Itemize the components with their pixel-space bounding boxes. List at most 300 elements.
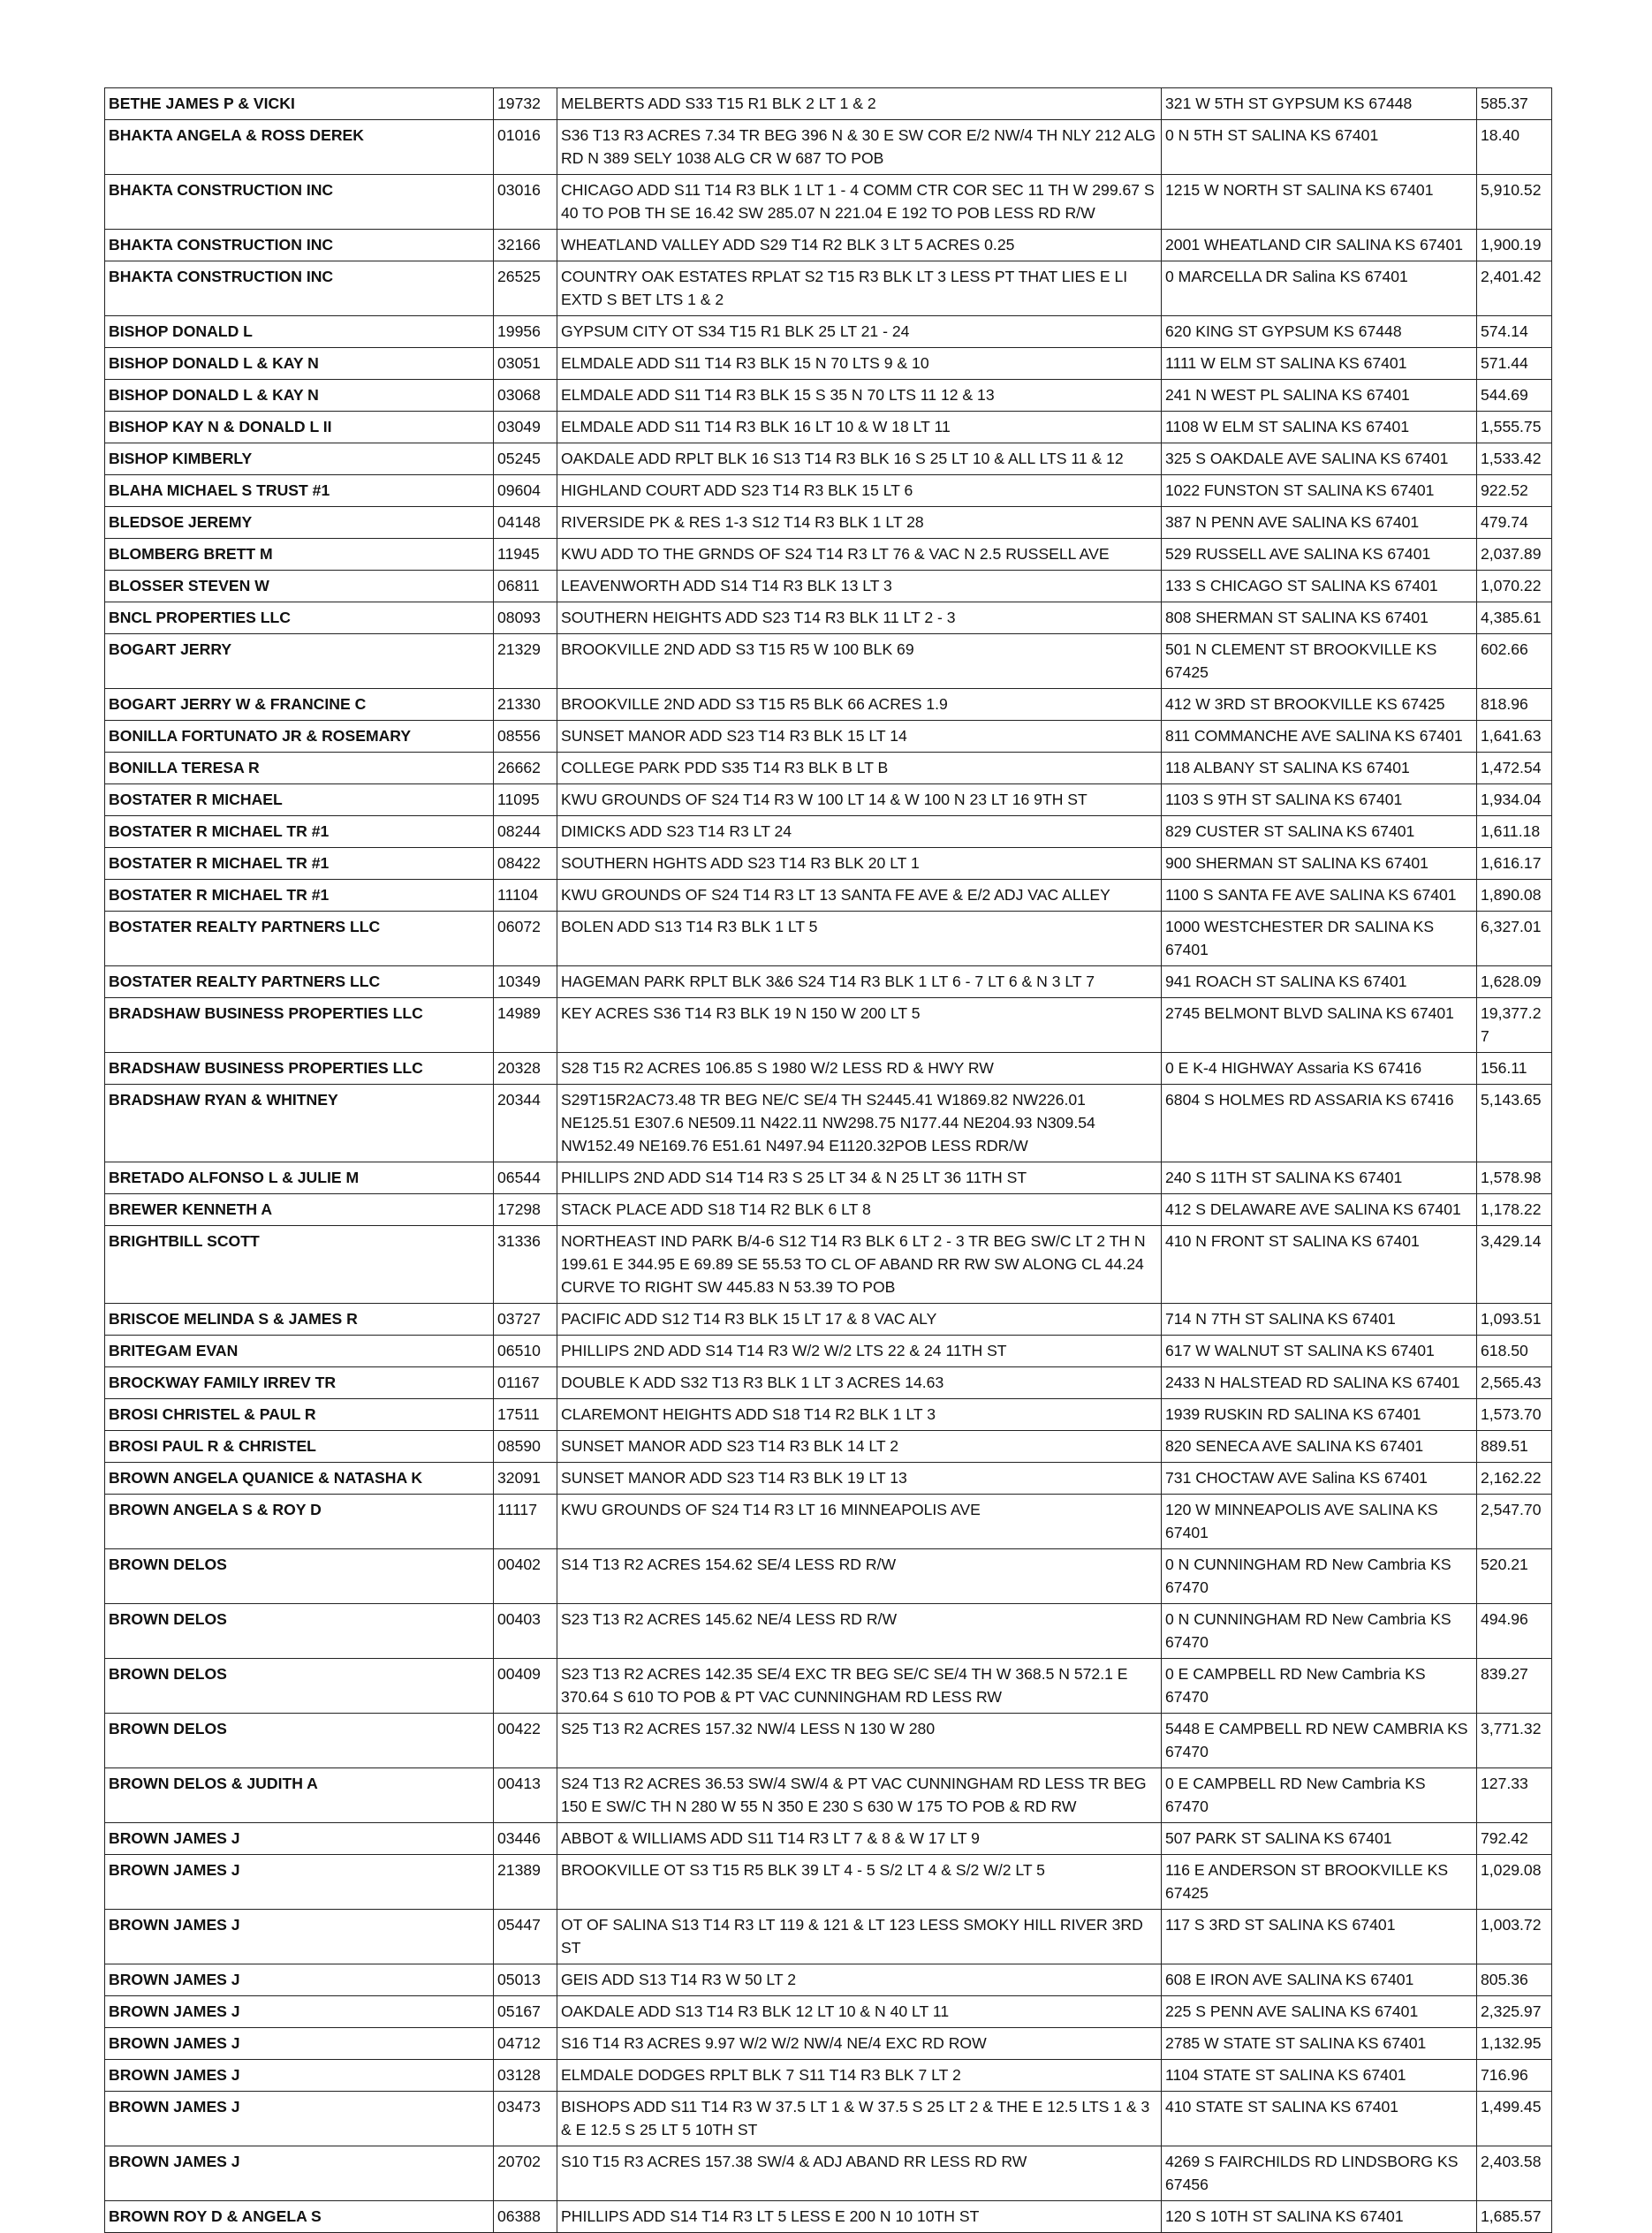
table-row — [105, 2028, 1552, 2060]
owner-name-cell: BOSTATER REALTY PARTNERS LLC — [105, 912, 494, 966]
parcel-id-cell: 32091 — [494, 1463, 557, 1495]
parcel-id-cell: 05167 — [494, 1996, 557, 2028]
amount-cell: 1,611.18 — [1477, 816, 1552, 848]
owner-name-cell: BRETADO ALFONSO L & JULIE M — [105, 1162, 494, 1194]
owner-name-cell: BROWN DELOS — [105, 1604, 494, 1659]
amount-cell: 2,037.89 — [1477, 539, 1552, 571]
property-address-cell: 240 S 11TH ST SALINA KS 67401 — [1162, 1162, 1477, 1194]
owner-name-cell: BISHOP DONALD L & KAY N — [105, 380, 494, 412]
property-address-cell: 412 S DELAWARE AVE SALINA KS 67401 — [1162, 1194, 1477, 1226]
amount-cell: 2,565.43 — [1477, 1367, 1552, 1399]
owner-name-cell: BROWN ANGELA S & ROY D — [105, 1495, 494, 1549]
legal-description-cell: PACIFIC ADD S12 T14 R3 BLK 15 LT 17 & 8 VAC ALY — [557, 1304, 1162, 1336]
table-row — [105, 1768, 1552, 1823]
table-row — [105, 1463, 1552, 1495]
amount-cell: 1,070.22 — [1477, 571, 1552, 602]
parcel-id-cell: 11945 — [494, 539, 557, 571]
legal-description-cell: S14 T13 R2 ACRES 154.62 SE/4 LESS RD R/W — [557, 1549, 1162, 1604]
parcel-id-cell: 20328 — [494, 1053, 557, 1085]
amount-cell: 2,325.97 — [1477, 1996, 1552, 2028]
property-address-cell: 507 PARK ST SALINA KS 67401 — [1162, 1823, 1477, 1855]
owner-name-cell: BETHE JAMES P & VICKI — [105, 88, 494, 120]
table-row — [105, 1194, 1552, 1226]
property-address-cell: 5448 E CAMPBELL RD NEW CAMBRIA KS 67470 — [1162, 1714, 1477, 1768]
property-address-cell: 620 KING ST GYPSUM KS 67448 — [1162, 316, 1477, 348]
legal-description-cell: DOUBLE K ADD S32 T13 R3 BLK 1 LT 3 ACRES 14.63 — [557, 1367, 1162, 1399]
legal-description-cell: BOLEN ADD S13 T14 R3 BLK 1 LT 5 — [557, 912, 1162, 966]
property-address-cell: 118 ALBANY ST SALINA KS 67401 — [1162, 753, 1477, 784]
legal-description-cell: BISHOPS ADD S11 T14 R3 W 37.5 LT 1 & W 37.5 S 25 LT 2 & THE E 12.5 LTS 1 & 3 & E 12.5 S 25 LT 5 10TH ST — [557, 2092, 1162, 2146]
parcel-id-cell: 04712 — [494, 2028, 557, 2060]
amount-cell: 1,628.09 — [1477, 966, 1552, 998]
amount-cell: 1,573.70 — [1477, 1399, 1552, 1431]
legal-description-cell: OAKDALE ADD RPLT BLK 16 S13 T14 R3 BLK 16 S 25 LT 10 & ALL LTS 11 & 12 — [557, 443, 1162, 475]
parcel-id-cell: 26525 — [494, 261, 557, 316]
owner-name-cell: BROWN JAMES J — [105, 1910, 494, 1964]
property-address-cell: 0 N CUNNINGHAM RD New Cambria KS 67470 — [1162, 1549, 1477, 1604]
owner-name-cell: BOSTATER REALTY PARTNERS LLC — [105, 966, 494, 998]
parcel-id-cell: 01167 — [494, 1367, 557, 1399]
owner-name-cell: BRADSHAW BUSINESS PROPERTIES LLC — [105, 998, 494, 1053]
amount-cell: 1,093.51 — [1477, 1304, 1552, 1336]
table-row — [105, 88, 1552, 120]
table-row — [105, 1714, 1552, 1768]
parcel-id-cell: 20702 — [494, 2146, 557, 2201]
legal-description-cell: OAKDALE ADD S13 T14 R3 BLK 12 LT 10 & N 40 LT 11 — [557, 1996, 1162, 2028]
table-row — [105, 175, 1552, 230]
legal-description-cell: HIGHLAND COURT ADD S23 T14 R3 BLK 15 LT 6 — [557, 475, 1162, 507]
property-address-cell: 608 E IRON AVE SALINA KS 67401 — [1162, 1964, 1477, 1996]
owner-name-cell: BROWN JAMES J — [105, 2146, 494, 2201]
parcel-id-cell: 21330 — [494, 689, 557, 721]
amount-cell: 5,910.52 — [1477, 175, 1552, 230]
legal-description-cell: GEIS ADD S13 T14 R3 W 50 LT 2 — [557, 1964, 1162, 1996]
property-address-cell: 0 N 5TH ST SALINA KS 67401 — [1162, 120, 1477, 175]
legal-description-cell: SOUTHERN HEIGHTS ADD S23 T14 R3 BLK 11 LT 2 - 3 — [557, 602, 1162, 634]
owner-name-cell: BOSTATER R MICHAEL TR #1 — [105, 816, 494, 848]
property-address-cell: 0 E CAMPBELL RD New Cambria KS 67470 — [1162, 1768, 1477, 1823]
amount-cell: 1,578.98 — [1477, 1162, 1552, 1194]
parcel-id-cell: 21329 — [494, 634, 557, 689]
legal-description-cell: WHEATLAND VALLEY ADD S29 T14 R2 BLK 3 LT 5 ACRES 0.25 — [557, 230, 1162, 261]
table-row — [105, 539, 1552, 571]
amount-cell: 5,143.65 — [1477, 1085, 1552, 1162]
owner-name-cell: BROWN DELOS — [105, 1659, 494, 1714]
amount-cell: 618.50 — [1477, 1336, 1552, 1367]
amount-cell: 1,003.72 — [1477, 1910, 1552, 1964]
owner-name-cell: BLOSSER STEVEN W — [105, 571, 494, 602]
owner-name-cell: BISHOP KIMBERLY — [105, 443, 494, 475]
parcel-id-cell: 01016 — [494, 120, 557, 175]
property-address-cell: 0 E CAMPBELL RD New Cambria KS 67470 — [1162, 1659, 1477, 1714]
table-row — [105, 1431, 1552, 1463]
legal-description-cell: S36 T13 R3 ACRES 7.34 TR BEG 396 N & 30 E SW COR E/2 NW/4 TH NLY 212 ALG RD N 389 SELY 1038 ALG CR W 687 TO POB — [557, 120, 1162, 175]
owner-name-cell: BROCKWAY FAMILY IRREV TR — [105, 1367, 494, 1399]
parcel-id-cell: 26662 — [494, 753, 557, 784]
property-address-cell: 900 SHERMAN ST SALINA KS 67401 — [1162, 848, 1477, 880]
table-row — [105, 475, 1552, 507]
table-row — [105, 689, 1552, 721]
parcel-id-cell: 03049 — [494, 412, 557, 443]
amount-cell: 602.66 — [1477, 634, 1552, 689]
property-address-cell: 410 STATE ST SALINA KS 67401 — [1162, 2092, 1477, 2146]
property-address-cell: 120 W MINNEAPOLIS AVE SALINA KS 67401 — [1162, 1495, 1477, 1549]
amount-cell: 889.51 — [1477, 1431, 1552, 1463]
property-address-cell: 1108 W ELM ST SALINA KS 67401 — [1162, 412, 1477, 443]
owner-name-cell: BROWN JAMES J — [105, 2060, 494, 2092]
owner-name-cell: BLAHA MICHAEL S TRUST #1 — [105, 475, 494, 507]
parcel-id-cell: 05245 — [494, 443, 557, 475]
amount-cell: 574.14 — [1477, 316, 1552, 348]
amount-cell: 1,499.45 — [1477, 2092, 1552, 2146]
property-address-cell: 1000 WESTCHESTER DR SALINA KS 67401 — [1162, 912, 1477, 966]
amount-cell: 792.42 — [1477, 1823, 1552, 1855]
legal-description-cell: ELMDALE ADD S11 T14 R3 BLK 15 N 70 LTS 9 & 10 — [557, 348, 1162, 380]
parcel-id-cell: 08590 — [494, 1431, 557, 1463]
parcel-id-cell: 06388 — [494, 2201, 557, 2233]
legal-description-cell: PHILLIPS 2ND ADD S14 T14 R3 S 25 LT 34 & N 25 LT 36 11TH ST — [557, 1162, 1162, 1194]
owner-name-cell: BRADSHAW BUSINESS PROPERTIES LLC — [105, 1053, 494, 1085]
legal-description-cell: ELMDALE DODGES RPLT BLK 7 S11 T14 R3 BLK 7 LT 2 — [557, 2060, 1162, 2092]
property-address-cell: 120 S 10TH ST SALINA KS 67401 — [1162, 2201, 1477, 2233]
legal-description-cell: S23 T13 R2 ACRES 145.62 NE/4 LESS RD R/W — [557, 1604, 1162, 1659]
legal-description-cell: BROOKVILLE 2ND ADD S3 T15 R5 BLK 66 ACRES 1.9 — [557, 689, 1162, 721]
owner-name-cell: BROWN JAMES J — [105, 1855, 494, 1910]
owner-name-cell: BROWN ANGELA QUANICE & NATASHA K — [105, 1463, 494, 1495]
property-address-cell: 1100 S SANTA FE AVE SALINA KS 67401 — [1162, 880, 1477, 912]
owner-name-cell: BROWN JAMES J — [105, 1823, 494, 1855]
owner-name-cell: BOGART JERRY W & FRANCINE C — [105, 689, 494, 721]
table-row — [105, 880, 1552, 912]
property-address-cell: 808 SHERMAN ST SALINA KS 67401 — [1162, 602, 1477, 634]
owner-name-cell: BONILLA TERESA R — [105, 753, 494, 784]
table-row — [105, 1549, 1552, 1604]
amount-cell: 571.44 — [1477, 348, 1552, 380]
owner-name-cell: BROWN JAMES J — [105, 1964, 494, 1996]
amount-cell: 716.96 — [1477, 2060, 1552, 2092]
amount-cell: 1,616.17 — [1477, 848, 1552, 880]
table-row — [105, 721, 1552, 753]
legal-description-cell: PHILLIPS 2ND ADD S14 T14 R3 W/2 W/2 LTS 22 & 24 11TH ST — [557, 1336, 1162, 1367]
owner-name-cell: BOSTATER R MICHAEL TR #1 — [105, 880, 494, 912]
amount-cell: 2,547.70 — [1477, 1495, 1552, 1549]
parcel-id-cell: 08093 — [494, 602, 557, 634]
owner-name-cell: BOSTATER R MICHAEL TR #1 — [105, 848, 494, 880]
amount-cell: 1,132.95 — [1477, 2028, 1552, 2060]
legal-description-cell: S29T15R2AC73.48 TR BEG NE/C SE/4 TH S2445.41 W1869.82 NW226.01 NE125.51 E307.6 NE509.11 N422.11 NW298.75 N177.44 NE204.93 N309.54 NW152.49 NE169.76 E51.61 N497.94 E1120.32POB LESS RDR/W — [557, 1085, 1162, 1162]
owner-name-cell: BOSTATER R MICHAEL — [105, 784, 494, 816]
legal-description-cell: CHICAGO ADD S11 T14 R3 BLK 1 LT 1 - 4 COMM CTR COR SEC 11 TH W 299.67 S 40 TO POB TH SE 16.42 SW 285.07 N 221.04 E 192 TO POB LESS RD R/W — [557, 175, 1162, 230]
parcel-id-cell: 00402 — [494, 1549, 557, 1604]
property-address-cell: 1104 STATE ST SALINA KS 67401 — [1162, 2060, 1477, 2092]
table-row — [105, 2060, 1552, 2092]
owner-name-cell: BRITEGAM EVAN — [105, 1336, 494, 1367]
table-row — [105, 120, 1552, 175]
table-row — [105, 2201, 1552, 2233]
parcel-id-cell: 11104 — [494, 880, 557, 912]
property-address-cell: 941 ROACH ST SALINA KS 67401 — [1162, 966, 1477, 998]
parcel-id-cell: 11095 — [494, 784, 557, 816]
table-row — [105, 1053, 1552, 1085]
owner-name-cell: BHAKTA ANGELA & ROSS DEREK — [105, 120, 494, 175]
table-row — [105, 602, 1552, 634]
legal-description-cell: PHILLIPS ADD S14 T14 R3 LT 5 LESS E 200 N 10 10TH ST — [557, 2201, 1162, 2233]
property-address-cell: 2745 BELMONT BLVD SALINA KS 67401 — [1162, 998, 1477, 1053]
owner-name-cell: BISHOP KAY N & DONALD L II — [105, 412, 494, 443]
legal-description-cell: MELBERTS ADD S33 T15 R1 BLK 2 LT 1 & 2 — [557, 88, 1162, 120]
owner-name-cell: BHAKTA CONSTRUCTION INC — [105, 175, 494, 230]
legal-description-cell: ABBOT & WILLIAMS ADD S11 T14 R3 LT 7 & 8 & W 17 LT 9 — [557, 1823, 1162, 1855]
legal-description-cell: S25 T13 R2 ACRES 157.32 NW/4 LESS N 130 W 280 — [557, 1714, 1162, 1768]
owner-name-cell: BROSI CHRISTEL & PAUL R — [105, 1399, 494, 1431]
parcel-id-cell: 32166 — [494, 230, 557, 261]
property-address-cell: 0 E K-4 HIGHWAY Assaria KS 67416 — [1162, 1053, 1477, 1085]
table-row — [105, 443, 1552, 475]
property-address-cell: 617 W WALNUT ST SALINA KS 67401 — [1162, 1336, 1477, 1367]
legal-description-cell: KWU GROUNDS OF S24 T14 R3 LT 13 SANTA FE AVE & E/2 ADJ VAC ALLEY — [557, 880, 1162, 912]
amount-cell: 544.69 — [1477, 380, 1552, 412]
amount-cell: 1,641.63 — [1477, 721, 1552, 753]
parcel-id-cell: 11117 — [494, 1495, 557, 1549]
table-row — [105, 1399, 1552, 1431]
table-row — [105, 1910, 1552, 1964]
table-row — [105, 848, 1552, 880]
amount-cell: 1,533.42 — [1477, 443, 1552, 475]
legal-description-cell: SOUTHERN HGHTS ADD S23 T14 R3 BLK 20 LT 1 — [557, 848, 1162, 880]
parcel-id-cell: 06072 — [494, 912, 557, 966]
legal-description-cell: GYPSUM CITY OT S34 T15 R1 BLK 25 LT 21 - 24 — [557, 316, 1162, 348]
parcel-id-cell: 00409 — [494, 1659, 557, 1714]
legal-description-cell: ELMDALE ADD S11 T14 R3 BLK 15 S 35 N 70 LTS 11 12 & 13 — [557, 380, 1162, 412]
amount-cell: 3,429.14 — [1477, 1226, 1552, 1304]
legal-description-cell: LEAVENWORTH ADD S14 T14 R3 BLK 13 LT 3 — [557, 571, 1162, 602]
parcel-id-cell: 06544 — [494, 1162, 557, 1194]
parcel-id-cell: 17511 — [494, 1399, 557, 1431]
table-body — [105, 88, 1552, 2233]
table-row — [105, 1855, 1552, 1910]
parcel-id-cell: 03051 — [494, 348, 557, 380]
amount-cell: 818.96 — [1477, 689, 1552, 721]
table-row — [105, 348, 1552, 380]
amount-cell: 1,934.04 — [1477, 784, 1552, 816]
amount-cell: 18.40 — [1477, 120, 1552, 175]
property-address-cell: 501 N CLEMENT ST BROOKVILLE KS 67425 — [1162, 634, 1477, 689]
table-row — [105, 1367, 1552, 1399]
property-address-cell: 133 S CHICAGO ST SALINA KS 67401 — [1162, 571, 1477, 602]
property-address-cell: 1103 S 9TH ST SALINA KS 67401 — [1162, 784, 1477, 816]
owner-name-cell: BRIGHTBILL SCOTT — [105, 1226, 494, 1304]
amount-cell: 2,162.22 — [1477, 1463, 1552, 1495]
table-row — [105, 412, 1552, 443]
legal-description-cell: DIMICKS ADD S23 T14 R3 LT 24 — [557, 816, 1162, 848]
table-row — [105, 816, 1552, 848]
table-row — [105, 316, 1552, 348]
legal-description-cell: CLAREMONT HEIGHTS ADD S18 T14 R2 BLK 1 LT 3 — [557, 1399, 1162, 1431]
owner-name-cell: BROWN JAMES J — [105, 2092, 494, 2146]
table-row — [105, 2146, 1552, 2201]
legal-description-cell: OT OF SALINA S13 T14 R3 LT 119 & 121 & LT 123 LESS SMOKY HILL RIVER 3RD ST — [557, 1910, 1162, 1964]
owner-name-cell: BREWER KENNETH A — [105, 1194, 494, 1226]
amount-cell: 2,401.42 — [1477, 261, 1552, 316]
amount-cell: 585.37 — [1477, 88, 1552, 120]
property-address-cell: 2433 N HALSTEAD RD SALINA KS 67401 — [1162, 1367, 1477, 1399]
legal-description-cell: S10 T15 R3 ACRES 157.38 SW/4 & ADJ ABAND RR LESS RD RW — [557, 2146, 1162, 2201]
property-address-cell: 2001 WHEATLAND CIR SALINA KS 67401 — [1162, 230, 1477, 261]
legal-description-cell: RIVERSIDE PK & RES 1-3 S12 T14 R3 BLK 1 LT 28 — [557, 507, 1162, 539]
owner-name-cell: BONILLA FORTUNATO JR & ROSEMARY — [105, 721, 494, 753]
parcel-id-cell: 14989 — [494, 998, 557, 1053]
amount-cell: 922.52 — [1477, 475, 1552, 507]
owner-name-cell: BHAKTA CONSTRUCTION INC — [105, 261, 494, 316]
legal-description-cell: SUNSET MANOR ADD S23 T14 R3 BLK 19 LT 13 — [557, 1463, 1162, 1495]
property-address-cell: 410 N FRONT ST SALINA KS 67401 — [1162, 1226, 1477, 1304]
table-row — [105, 966, 1552, 998]
amount-cell: 520.21 — [1477, 1549, 1552, 1604]
table-row — [105, 2092, 1552, 2146]
table-row — [105, 1336, 1552, 1367]
legal-description-cell: SUNSET MANOR ADD S23 T14 R3 BLK 14 LT 2 — [557, 1431, 1162, 1463]
amount-cell: 19,377.27 — [1477, 998, 1552, 1053]
legal-description-cell: S28 T15 R2 ACRES 106.85 S 1980 W/2 LESS RD & HWY RW — [557, 1053, 1162, 1085]
parcel-id-cell: 03016 — [494, 175, 557, 230]
parcel-id-cell: 21389 — [494, 1855, 557, 1910]
table-row — [105, 1604, 1552, 1659]
parcel-id-cell: 00413 — [494, 1768, 557, 1823]
amount-cell: 494.96 — [1477, 1604, 1552, 1659]
owner-name-cell: BISHOP DONALD L & KAY N — [105, 348, 494, 380]
parcel-id-cell: 04148 — [494, 507, 557, 539]
legal-description-cell: COUNTRY OAK ESTATES RPLAT S2 T15 R3 BLK LT 3 LESS PT THAT LIES E LI EXTD S BET LTS 1 & 2 — [557, 261, 1162, 316]
table-row — [105, 1996, 1552, 2028]
amount-cell: 805.36 — [1477, 1964, 1552, 1996]
amount-cell: 6,327.01 — [1477, 912, 1552, 966]
owner-name-cell: BRADSHAW RYAN & WHITNEY — [105, 1085, 494, 1162]
parcel-id-cell: 20344 — [494, 1085, 557, 1162]
legal-description-cell: BROOKVILLE OT S3 T15 R5 BLK 39 LT 4 - 5 S/2 LT 4 & S/2 W/2 LT 5 — [557, 1855, 1162, 1910]
legal-description-cell: KWU GROUNDS OF S24 T14 R3 LT 16 MINNEAPOLIS AVE — [557, 1495, 1162, 1549]
legal-description-cell: KEY ACRES S36 T14 R3 BLK 19 N 150 W 200 LT 5 — [557, 998, 1162, 1053]
legal-description-cell: ELMDALE ADD S11 T14 R3 BLK 16 LT 10 & W 18 LT 11 — [557, 412, 1162, 443]
property-address-cell: 321 W 5TH ST GYPSUM KS 67448 — [1162, 88, 1477, 120]
legal-description-cell: BROOKVILLE 2ND ADD S3 T15 R5 W 100 BLK 69 — [557, 634, 1162, 689]
table-row — [105, 1226, 1552, 1304]
table-row — [105, 1085, 1552, 1162]
property-address-cell: 811 COMMANCHE AVE SALINA KS 67401 — [1162, 721, 1477, 753]
owner-name-cell: BROWN DELOS — [105, 1714, 494, 1768]
parcel-id-cell: 03068 — [494, 380, 557, 412]
property-address-cell: 225 S PENN AVE SALINA KS 67401 — [1162, 1996, 1477, 2028]
amount-cell: 1,178.22 — [1477, 1194, 1552, 1226]
owner-name-cell: BLOMBERG BRETT M — [105, 539, 494, 571]
parcel-id-cell: 06510 — [494, 1336, 557, 1367]
table-row — [105, 1659, 1552, 1714]
parcel-id-cell: 03446 — [494, 1823, 557, 1855]
parcel-id-cell: 08556 — [494, 721, 557, 753]
property-address-cell: 829 CUSTER ST SALINA KS 67401 — [1162, 816, 1477, 848]
table-row — [105, 1495, 1552, 1549]
amount-cell: 1,685.57 — [1477, 2201, 1552, 2233]
parcel-id-cell: 05447 — [494, 1910, 557, 1964]
property-address-cell: 1022 FUNSTON ST SALINA KS 67401 — [1162, 475, 1477, 507]
owner-name-cell: BROWN DELOS & JUDITH A — [105, 1768, 494, 1823]
parcel-id-cell: 03473 — [494, 2092, 557, 2146]
property-address-cell: 387 N PENN AVE SALINA KS 67401 — [1162, 507, 1477, 539]
legal-description-cell: S23 T13 R2 ACRES 142.35 SE/4 EXC TR BEG SE/C SE/4 TH W 368.5 N 572.1 E 370.64 S 610 TO POB & PT VAC CUNNINGHAM RD LESS RW — [557, 1659, 1162, 1714]
amount-cell: 1,900.19 — [1477, 230, 1552, 261]
legal-description-cell: SUNSET MANOR ADD S23 T14 R3 BLK 15 LT 14 — [557, 721, 1162, 753]
table-row — [105, 380, 1552, 412]
property-address-cell: 6804 S HOLMES RD ASSARIA KS 67416 — [1162, 1085, 1477, 1162]
property-address-cell: 325 S OAKDALE AVE SALINA KS 67401 — [1162, 443, 1477, 475]
amount-cell: 2,403.58 — [1477, 2146, 1552, 2201]
property-address-cell: 117 S 3RD ST SALINA KS 67401 — [1162, 1910, 1477, 1964]
property-address-cell: 2785 W STATE ST SALINA KS 67401 — [1162, 2028, 1477, 2060]
legal-description-cell: NORTHEAST IND PARK B/4-6 S12 T14 R3 BLK 6 LT 2 - 3 TR BEG SW/C LT 2 TH N 199.61 E 344.95 E 69.89 SE 55.53 TO CL OF ABAND RR RW SW ALONG CL 44.24 CURVE TO RIGHT SW 445.83 N 53.39 TO POB — [557, 1226, 1162, 1304]
legal-description-cell: KWU ADD TO THE GRNDS OF S24 T14 R3 LT 76 & VAC N 2.5 RUSSELL AVE — [557, 539, 1162, 571]
parcel-id-cell: 08244 — [494, 816, 557, 848]
table-row — [105, 998, 1552, 1053]
amount-cell: 1,472.54 — [1477, 753, 1552, 784]
property-address-cell: 1111 W ELM ST SALINA KS 67401 — [1162, 348, 1477, 380]
owner-name-cell: BOGART JERRY — [105, 634, 494, 689]
property-address-cell: 820 SENECA AVE SALINA KS 67401 — [1162, 1431, 1477, 1463]
amount-cell: 127.33 — [1477, 1768, 1552, 1823]
table-row — [105, 1823, 1552, 1855]
owner-name-cell: BLEDSOE JEREMY — [105, 507, 494, 539]
table-row — [105, 753, 1552, 784]
owner-name-cell: BROWN ROY D & ANGELA S — [105, 2201, 494, 2233]
parcel-id-cell: 10349 — [494, 966, 557, 998]
parcel-id-cell: 00403 — [494, 1604, 557, 1659]
table-row — [105, 912, 1552, 966]
table-row — [105, 261, 1552, 316]
property-address-cell: 1215 W NORTH ST SALINA KS 67401 — [1162, 175, 1477, 230]
parcel-id-cell: 03128 — [494, 2060, 557, 2092]
legal-description-cell: S24 T13 R2 ACRES 36.53 SW/4 SW/4 & PT VAC CUNNINGHAM RD LESS TR BEG 150 E SW/C TH N 280 W 55 N 350 E 230 S 630 W 175 TO POB & RD RW — [557, 1768, 1162, 1823]
amount-cell: 4,385.61 — [1477, 602, 1552, 634]
amount-cell: 1,029.08 — [1477, 1855, 1552, 1910]
property-address-cell: 529 RUSSELL AVE SALINA KS 67401 — [1162, 539, 1477, 571]
table-row — [105, 1304, 1552, 1336]
owner-name-cell: BRISCOE MELINDA S & JAMES R — [105, 1304, 494, 1336]
amount-cell: 839.27 — [1477, 1659, 1552, 1714]
owner-name-cell: BHAKTA CONSTRUCTION INC — [105, 230, 494, 261]
owner-name-cell: BROSI PAUL R & CHRISTEL — [105, 1431, 494, 1463]
parcel-id-cell: 05013 — [494, 1964, 557, 1996]
parcel-id-cell: 06811 — [494, 571, 557, 602]
table-row — [105, 1964, 1552, 1996]
property-address-cell: 714 N 7TH ST SALINA KS 67401 — [1162, 1304, 1477, 1336]
parcel-id-cell: 19732 — [494, 88, 557, 120]
parcel-id-cell: 09604 — [494, 475, 557, 507]
amount-cell: 1,890.08 — [1477, 880, 1552, 912]
table-row — [105, 230, 1552, 261]
amount-cell: 3,771.32 — [1477, 1714, 1552, 1768]
legal-description-cell: KWU GROUNDS OF S24 T14 R3 W 100 LT 14 & W 100 N 23 LT 16 9TH ST — [557, 784, 1162, 816]
property-address-cell: 241 N WEST PL SALINA KS 67401 — [1162, 380, 1477, 412]
parcel-id-cell: 00422 — [494, 1714, 557, 1768]
property-address-cell: 412 W 3RD ST BROOKVILLE KS 67425 — [1162, 689, 1477, 721]
property-address-cell: 731 CHOCTAW AVE Salina KS 67401 — [1162, 1463, 1477, 1495]
owner-name-cell: BNCL PROPERTIES LLC — [105, 602, 494, 634]
owner-name-cell: BISHOP DONALD L — [105, 316, 494, 348]
amount-cell: 1,555.75 — [1477, 412, 1552, 443]
legal-description-cell: S16 T14 R3 ACRES 9.97 W/2 W/2 NW/4 NE/4 EXC RD ROW — [557, 2028, 1162, 2060]
parcel-id-cell: 08422 — [494, 848, 557, 880]
parcel-id-cell: 03727 — [494, 1304, 557, 1336]
table-row — [105, 634, 1552, 689]
table-row — [105, 784, 1552, 816]
